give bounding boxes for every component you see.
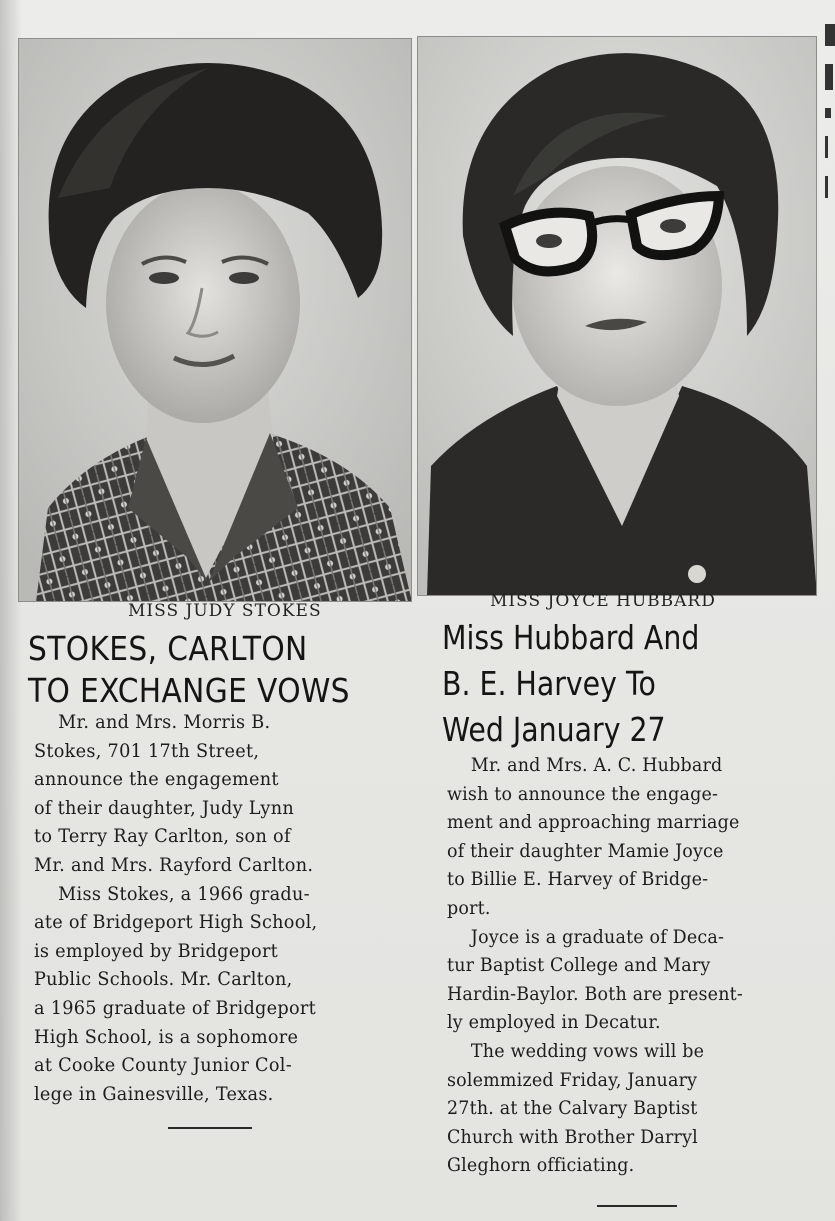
- body-line: of their daughter Mamie Joyce: [447, 839, 724, 862]
- body-line: Mr. and Mrs. Morris B.: [58, 711, 271, 733]
- body-line: to Billie E. Harvey of Bridge-: [447, 868, 709, 891]
- body-line: Mr. and Mrs. Rayford Carlton.: [34, 853, 314, 876]
- body-line: a 1965 graduate of Bridgeport: [34, 996, 316, 1019]
- body-line: The wedding vows will be: [470, 1039, 705, 1062]
- body-line: tur Baptist College and Mary: [447, 954, 711, 977]
- body-line: is employed by Bridgeport: [34, 939, 279, 962]
- body-line: at Cooke County Junior Col-: [34, 1054, 292, 1077]
- body-line: wish to announce the engage-: [447, 782, 719, 805]
- body-line: lege in Gainesville, Texas.: [34, 1082, 274, 1105]
- portrait-photo-judy-stokes: [18, 38, 412, 602]
- body-line: ly employed in Decatur.: [447, 1011, 661, 1034]
- body-line: Stokes, 701 17th Street,: [34, 739, 260, 762]
- portrait-photo-joyce-hubbard: [417, 36, 817, 596]
- body-line: Mr. and Mrs. A. C. Hubbard: [470, 754, 723, 776]
- headline-left: [28, 628, 350, 712]
- headline-right: [442, 615, 699, 753]
- headline-line: STOKES, CARLTON: [28, 629, 308, 668]
- headline-line: TO EXCHANGE VOWS: [28, 671, 350, 710]
- body-line: to Terry Ray Carlton, son of: [34, 825, 291, 848]
- body-line: Hardin-Baylor. Both are present-: [447, 982, 743, 1005]
- article-body-right: [447, 751, 743, 1180]
- article-body-left: [34, 708, 317, 1108]
- body-line: announce the engagement: [34, 768, 279, 791]
- body-line: solemmized Friday, January: [447, 1068, 698, 1091]
- body-line: ment and approaching marriage: [447, 811, 740, 834]
- body-line: port.: [447, 896, 491, 919]
- body-line: Miss Stokes, a 1966 gradu-: [58, 882, 310, 905]
- body-line: ate of Bridgeport High School,: [34, 911, 318, 934]
- body-line: Joyce is a graduate of Deca-: [470, 925, 725, 948]
- body-line: Public Schools. Mr. Carlton,: [34, 968, 293, 991]
- body-line: Gleghorn officiating.: [447, 1154, 635, 1177]
- divider-rule-right: [597, 1205, 677, 1207]
- adjacent-column-fragment: [825, 24, 835, 234]
- photo-caption-right: MISS JOYCE HUBBARD: [490, 591, 716, 611]
- headline-line: Miss Hubbard And: [442, 618, 700, 657]
- photo-caption-left: MISS JUDY STOKES: [128, 601, 322, 621]
- divider-rule-left: [168, 1127, 252, 1129]
- body-line: High School, is a sophomore: [34, 1025, 299, 1048]
- headline-line: Wed January 27: [442, 710, 666, 749]
- headline-line: B. E. Harvey To: [442, 664, 656, 703]
- body-line: 27th. at the Calvary Baptist: [447, 1097, 698, 1120]
- body-line: of their daughter, Judy Lynn: [34, 796, 295, 819]
- body-line: Church with Brother Darryl: [447, 1125, 698, 1148]
